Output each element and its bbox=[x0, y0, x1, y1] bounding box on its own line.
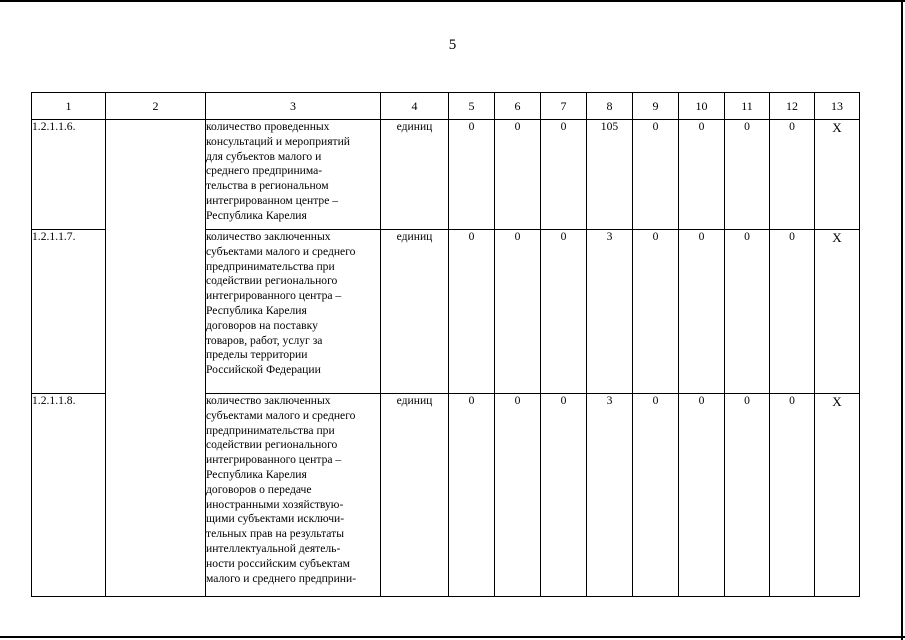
description-line: среднего предпринима- bbox=[206, 164, 323, 178]
indicator-description bbox=[206, 394, 381, 597]
unit-cell: единиц bbox=[381, 120, 449, 230]
column-header: 11 bbox=[725, 93, 770, 120]
description-line: товаров, работ, услуг за bbox=[206, 333, 323, 347]
column-header: 8 bbox=[587, 93, 633, 120]
value-cell: 0 bbox=[541, 120, 587, 230]
column-header: 13 bbox=[815, 93, 860, 120]
description-line: интегрированном центре – bbox=[206, 193, 339, 207]
description-line: консультаций и мероприятий bbox=[206, 134, 351, 148]
value-cell: 3 bbox=[587, 230, 633, 394]
description-line: содействии регионального bbox=[206, 438, 338, 452]
indicator-description bbox=[206, 120, 381, 230]
value-cell: 0 bbox=[679, 120, 725, 230]
description-line: договоров на поставку bbox=[206, 318, 318, 332]
value-cell: 0 bbox=[541, 394, 587, 597]
description-line: субъектами малого и среднего bbox=[206, 244, 356, 258]
description-line: субъектами малого и среднего bbox=[206, 408, 356, 422]
column-header: 6 bbox=[495, 93, 541, 120]
column-header: 4 bbox=[381, 93, 449, 120]
column-header: 9 bbox=[633, 93, 679, 120]
column-header: 5 bbox=[449, 93, 495, 120]
indicator-description bbox=[206, 230, 381, 394]
indicator-code: 1.2.1.1.6. bbox=[32, 120, 106, 230]
page-number: 5 bbox=[448, 37, 457, 53]
col13-cell: Х bbox=[815, 230, 860, 394]
description-line: иностранными хозяйствую- bbox=[206, 497, 344, 511]
description-line: Республика Карелия bbox=[206, 208, 307, 222]
description-line: пределы территории bbox=[206, 348, 308, 362]
value-cell: 0 bbox=[770, 230, 815, 394]
value-cell: 0 bbox=[770, 394, 815, 597]
value-cell: 0 bbox=[679, 394, 725, 597]
value-cell: 0 bbox=[541, 230, 587, 394]
value-cell: 0 bbox=[633, 394, 679, 597]
unit-cell: единиц bbox=[381, 394, 449, 597]
description-line: для субъектов малого и bbox=[206, 149, 322, 163]
description-line: Республика Карелия bbox=[206, 467, 307, 481]
description-line: тельных прав на результаты bbox=[206, 527, 344, 541]
value-cell: 0 bbox=[449, 120, 495, 230]
column-header: 10 bbox=[679, 93, 725, 120]
value-cell: 0 bbox=[725, 120, 770, 230]
value-cell: 105 bbox=[587, 120, 633, 230]
table-header-row bbox=[32, 93, 860, 120]
description-line: количество заключенных bbox=[206, 230, 331, 243]
description-line: Республика Карелия bbox=[206, 303, 307, 317]
value-cell: 0 bbox=[770, 120, 815, 230]
column-header: 1 bbox=[32, 93, 106, 120]
description-line: ности российским субъектам bbox=[206, 556, 350, 570]
value-cell: 0 bbox=[495, 394, 541, 597]
column-2-merged-cell bbox=[106, 120, 206, 597]
description-line: интеллектуальной деятель- bbox=[206, 541, 341, 555]
unit-cell: единиц bbox=[381, 230, 449, 394]
indicator-code: 1.2.1.1.7. bbox=[32, 230, 106, 394]
description-line: щими субъектами исключи- bbox=[206, 512, 345, 526]
description-line: малого и среднего предприни- bbox=[206, 571, 357, 585]
value-cell: 0 bbox=[495, 230, 541, 394]
value-cell: 0 bbox=[449, 394, 495, 597]
column-header: 12 bbox=[770, 93, 815, 120]
description-line: интегрированного центра – bbox=[206, 453, 342, 467]
description-line: договоров о передаче bbox=[206, 482, 312, 496]
description-line: интегрированного центра – bbox=[206, 289, 342, 303]
scan-edge-bottom bbox=[0, 636, 905, 638]
description-line: предпринимательства при bbox=[206, 259, 335, 273]
column-header: 7 bbox=[541, 93, 587, 120]
column-header: 3 bbox=[206, 93, 381, 120]
value-cell: 3 bbox=[587, 394, 633, 597]
description-line: Российской Федерации bbox=[206, 363, 321, 377]
description-line: количество заключенных bbox=[206, 394, 331, 407]
description-line: предпринимательства при bbox=[206, 423, 335, 437]
column-header: 2 bbox=[106, 93, 206, 120]
value-cell: 0 bbox=[449, 230, 495, 394]
value-cell: 0 bbox=[725, 394, 770, 597]
value-cell: 0 bbox=[725, 230, 770, 394]
description-line: содействии регионального bbox=[206, 274, 338, 288]
value-cell: 0 bbox=[633, 230, 679, 394]
indicators-table bbox=[31, 92, 860, 597]
description-line: тельства в региональном bbox=[206, 179, 329, 193]
value-cell: 0 bbox=[679, 230, 725, 394]
scan-edge-right bbox=[901, 0, 903, 640]
table-row bbox=[32, 120, 860, 230]
col13-cell: Х bbox=[815, 120, 860, 230]
indicator-code: 1.2.1.1.8. bbox=[32, 394, 106, 597]
value-cell: 0 bbox=[495, 120, 541, 230]
scan-edge-top bbox=[0, 0, 905, 2]
value-cell: 0 bbox=[633, 120, 679, 230]
description-line: количество проведенных bbox=[206, 120, 330, 133]
col13-cell: Х bbox=[815, 394, 860, 597]
